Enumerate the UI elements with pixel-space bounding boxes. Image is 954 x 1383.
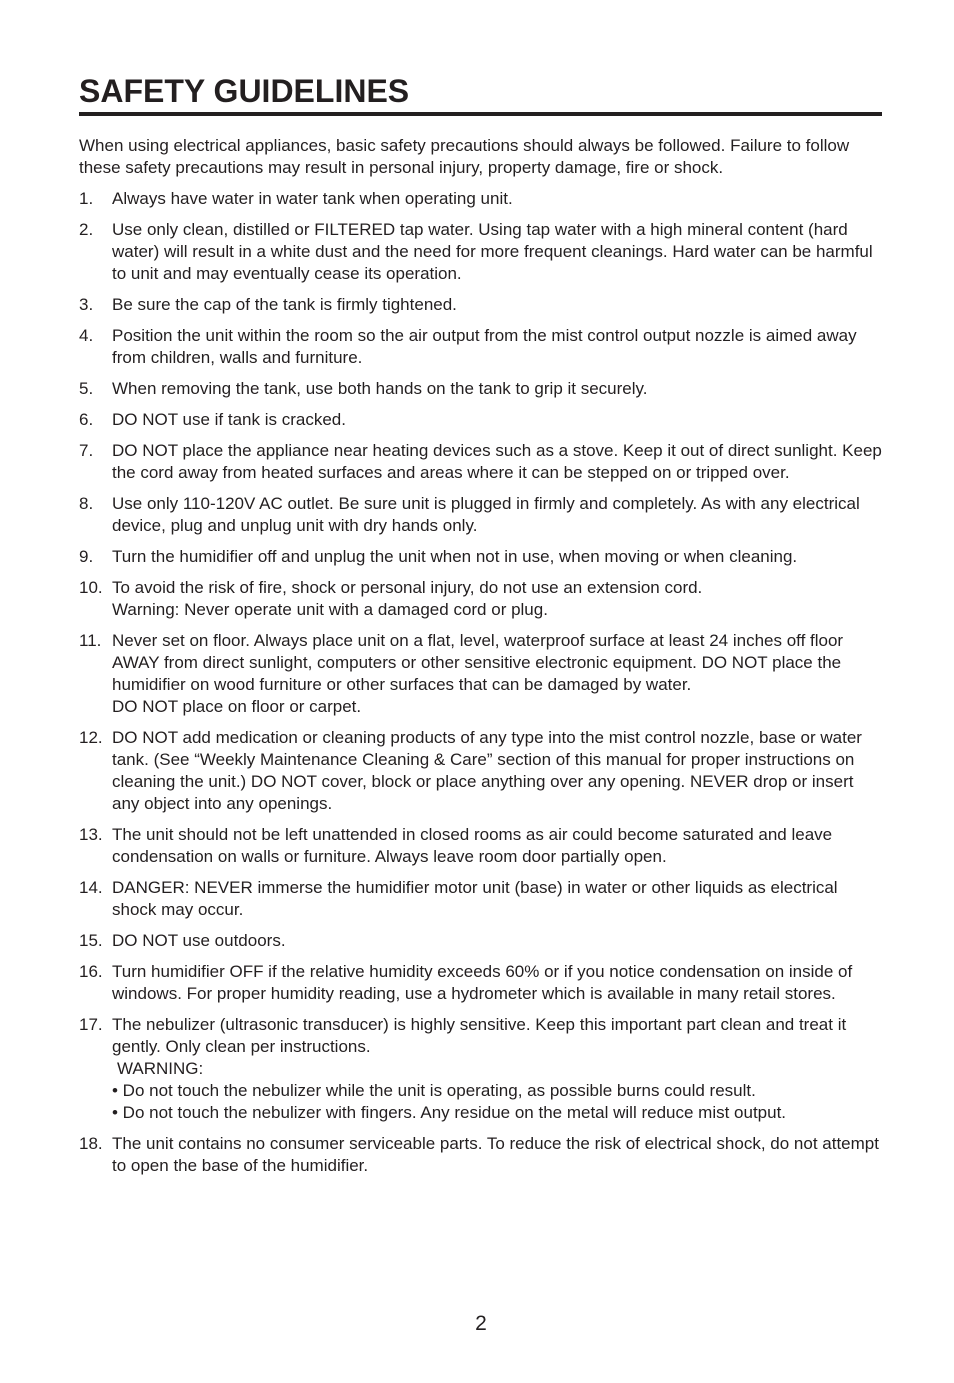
item-number: 5. — [79, 379, 94, 398]
safety-item-3 — [79, 294, 882, 316]
item-text: DANGER: NEVER immerse the humidifier motor unit (base) in water or other liquids as electrical shock may occur. — [112, 878, 838, 919]
item-number: 6. — [79, 410, 94, 429]
item-number: 9. — [79, 547, 94, 566]
item-text: Use only 110-120V AC outlet. Be sure unit is plugged in firmly and completely. As with any electrical device, plug and unplug unit with dry hands only. — [112, 494, 860, 535]
item-text: Position the unit within the room so the air output from the mist control output nozzle is aimed away from children, walls and furniture. — [112, 326, 857, 367]
safety-item-12 — [79, 727, 882, 815]
item-text: Turn the humidifier off and unplug the unit when not in use, when moving or when cleaning. — [112, 547, 798, 566]
safety-item-8 — [79, 493, 882, 537]
safety-item-16 — [79, 961, 882, 1005]
warning-bullet: • Do not touch the nebulizer while the unit is operating, as possible burns could result. — [112, 1081, 756, 1100]
safety-item-9 — [79, 546, 882, 568]
item-text: The nebulizer (ultrasonic transducer) is highly sensitive. Keep this important part clean and treat it gently. Only clean per instructions. — [112, 1015, 847, 1056]
page-number: 2 — [475, 1312, 487, 1335]
item-text: DO NOT use outdoors. — [112, 931, 286, 950]
item-extra-text: DO NOT place on floor or carpet. — [112, 697, 362, 716]
safety-item-17 — [79, 1014, 882, 1124]
safety-guidelines-page — [79, 72, 882, 1186]
item-warning-text: Warning: Never operate unit with a damaged cord or plug. — [112, 600, 548, 619]
item-text: Turn humidifier OFF if the relative humidity exceeds 60% or if you notice condensation on inside of windows. For proper humidity reading, use a hydrometer which is available in many retail stores. — [112, 962, 853, 1003]
item-number: 16. — [79, 962, 103, 981]
safety-item-7 — [79, 440, 882, 484]
item-text: When removing the tank, use both hands on the tank to grip it securely. — [112, 379, 648, 398]
item-number: 17. — [79, 1015, 103, 1034]
safety-item-5 — [79, 378, 882, 400]
safety-list — [79, 188, 882, 1177]
item-number: 3. — [79, 295, 94, 314]
safety-item-13 — [79, 824, 882, 868]
safety-item-18 — [79, 1133, 882, 1177]
item-number: 10. — [79, 578, 103, 597]
item-number: 1. — [79, 189, 94, 208]
item-text: DO NOT use if tank is cracked. — [112, 410, 346, 429]
warning-bullet: • Do not touch the nebulizer with fingers. Any residue on the metal will reduce mist output. — [112, 1103, 787, 1122]
safety-item-1 — [79, 188, 882, 210]
item-number: 12. — [79, 728, 103, 747]
page-title: SAFETY GUIDELINES — [79, 73, 410, 109]
item-text: The unit should not be left unattended in closed rooms as air could become saturated and leave condensation on walls or furniture. Always leave room door partially open. — [112, 825, 833, 866]
item-text: DO NOT add medication or cleaning products of any type into the mist control nozzle, base or water tank. (See “Weekly Maintenance Cleaning & Care” section of this manual for proper instructions on cleaning the unit.) DO NOT cover, block or place anything over any opening. NEVER drop or insert any object into any openings. — [112, 728, 862, 813]
safety-item-10 — [79, 577, 882, 621]
item-text: DO NOT place the appliance near heating devices such as a stove. Keep it out of direct sunlight. Keep the cord away from heated surfaces and areas where it can be stepped on or tripped over. — [112, 441, 882, 482]
intro-paragraph: When using electrical appliances, basic safety precautions should always be followed. Failure to follow these safety precautions may result in personal injury, property damage, fire or shock. — [79, 136, 850, 177]
safety-item-2 — [79, 219, 882, 285]
item-number: 7. — [79, 441, 94, 460]
item-number: 4. — [79, 326, 94, 345]
warning-label: WARNING: — [117, 1059, 204, 1078]
safety-item-6 — [79, 409, 882, 431]
safety-item-15 — [79, 930, 882, 952]
safety-item-4 — [79, 325, 882, 369]
item-number: 8. — [79, 494, 94, 513]
item-text: The unit contains no consumer serviceable parts. To reduce the risk of electrical shock, do not attempt to open the base of the humidifier. — [112, 1134, 879, 1175]
safety-item-14 — [79, 877, 882, 921]
item-text: Always have water in water tank when operating unit. — [112, 189, 513, 208]
item-number: 14. — [79, 878, 103, 897]
title-underline — [79, 112, 882, 116]
item-number: 15. — [79, 931, 103, 950]
item-text: Never set on floor. Always place unit on a flat, level, waterproof surface at least 24 inches off floor AWAY from direct sunlight, computers or other sensitive electronic equipment. DO NOT place the humidifier on wood furniture or other surfaces that can be damaged by water. — [112, 631, 844, 694]
item-number: 11. — [79, 631, 102, 650]
item-text: Use only clean, distilled or FILTERED tap water. Using tap water with a high mineral content (hard water) will result in a white dust and the need for more frequent cleanings. Hard water can be harmful to unit and may eventually cease its operation. — [112, 220, 873, 283]
item-text: Be sure the cap of the tank is firmly tightened. — [112, 295, 457, 314]
safety-item-11 — [79, 630, 882, 718]
item-number: 18. — [79, 1134, 103, 1153]
item-text: To avoid the risk of fire, shock or personal injury, do not use an extension cord. — [112, 578, 703, 597]
item-number: 13. — [79, 825, 103, 844]
item-number: 2. — [79, 220, 94, 239]
